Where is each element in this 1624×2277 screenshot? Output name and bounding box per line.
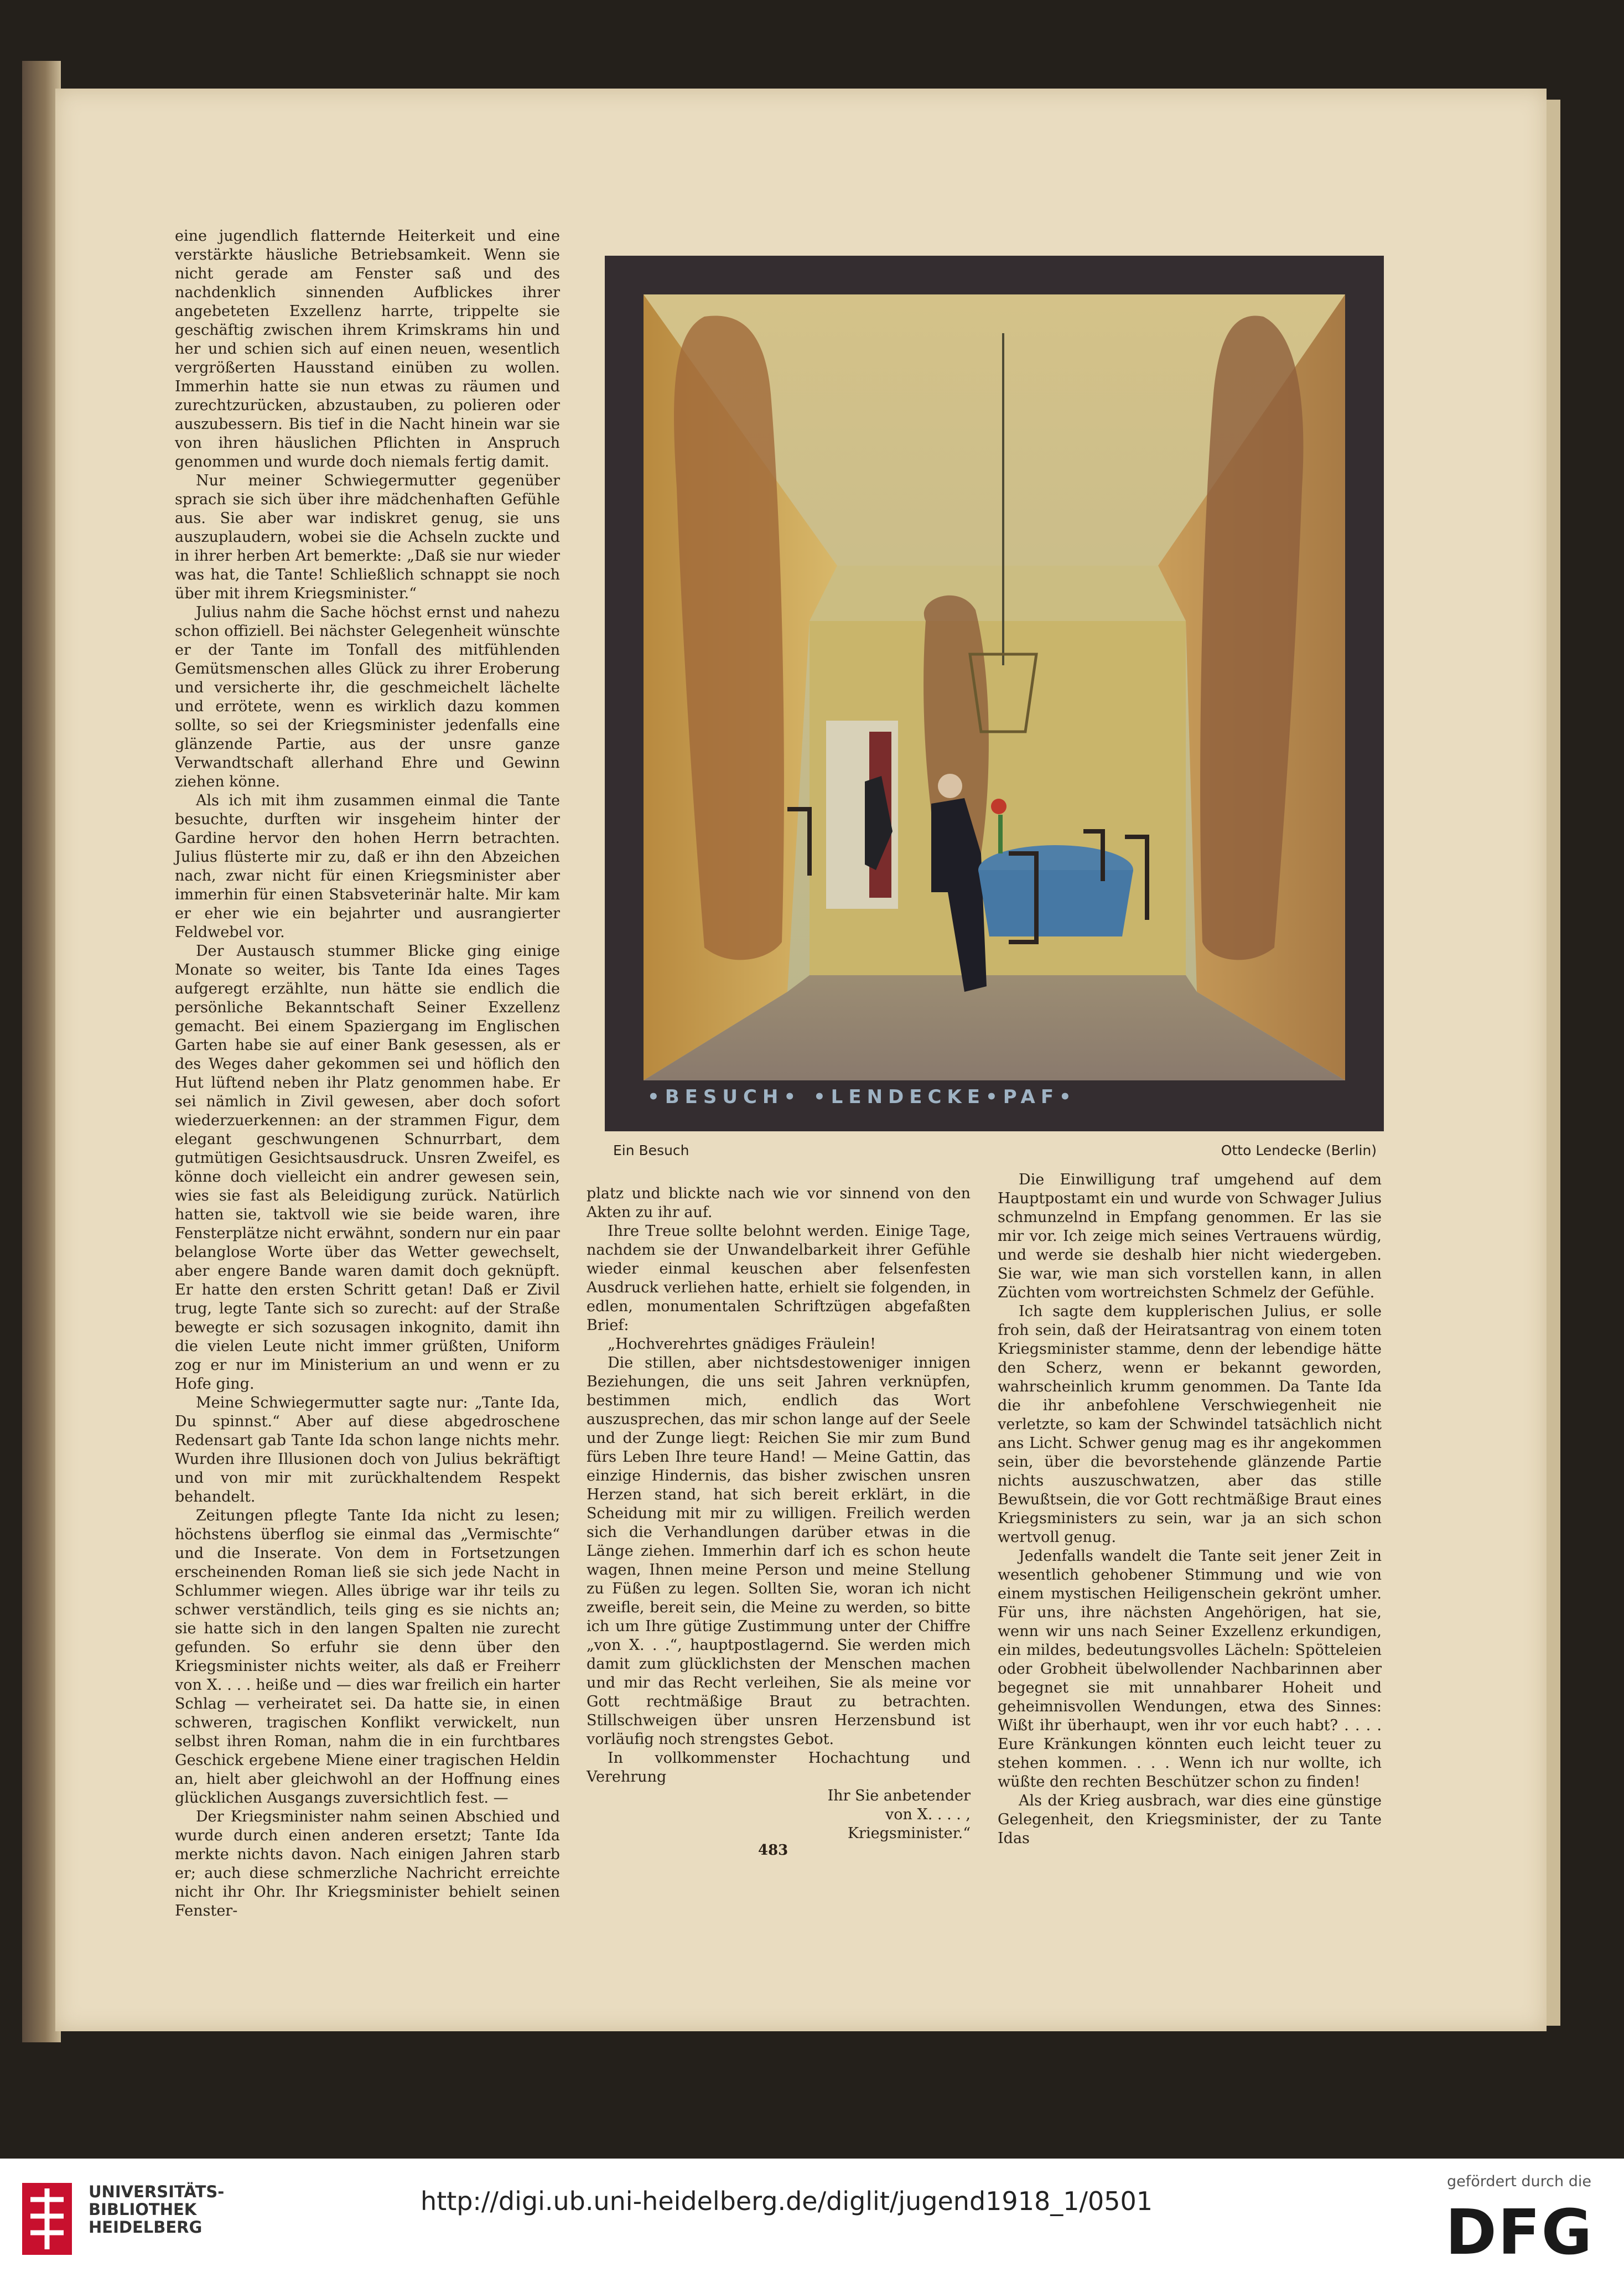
text-column-2 — [587, 1184, 971, 1843]
university-library-name[interactable] — [89, 2183, 224, 2236]
letter-closing: In vollkommenster Hochachtung und Verehrung — [587, 1750, 971, 1786]
paragraph: Ich sagte dem kupplerischen Julius, er solle froh sein, daß der Heiratsantrag von einem toten Kriegsminister stamme, denn der lebendige hätte den Scherz, wenn er bekannt geworden, wahrscheinlich krumm genommen. Da Tante Ida die ihr anbefohlene Verschwiegenheit nie verletzte, so kam der Schwindel tatsächlich nicht ans Licht. Schwer genug mag es ihr angekommen sein, über die bevorstehende glänzende Partie nichts auszuschwatzen, aber das stille Bewußtsein, die vor Gott rechtmäßige Braut eines Kriegsministers zu sein, war ja an sich schon wertvoll genug. — [998, 1303, 1382, 1546]
paragraph: Der Austausch stummer Blicke ging einige Monate so weiter, bis Tante Ida eines Tages aufgeregt erzählte, nun hätte sie endlich die persönliche Bekanntschaft Seiner Exzellenz gemacht. Bei einem Spaziergang im Englischen Garten habe sie auf einer Bank gesessen, als er des Weges daher gekommen sei und höflich den Hut lüftend neben ihr Platz genommen habe. Er sei nämlich in Zivil gewesen, aber doch sofort wiederzuerkennen: an der strammen Figur, dem elegant geschwungenen Schnurrbart, dem gutmütigen Gesichtsausdruck. Unsren Zweifel, es könne doch vielleicht ein andrer gewesen sein, wies sie fast als Beleidigung zurück. Natürlich hatten sie, taktvoll wie sie beide waren, ihre Fensterplätze nicht erwähnt, sondern nur ein paar belanglose Worte über das Wetter gewechselt, aber engere Bande waren damit doch geknüpft. Er hatte den ersten Schritt getan! Daß er Zivil trug, legte Tante sich so zurecht: auf der Straße bewegte er sich sozusagen inkognito, damit ihn die vielen Leute nicht immer grüßten, Uniform zog er nur im Ministerium an und wenn er zu Hofe ging. — [175, 943, 560, 1393]
text-column-1 — [175, 227, 560, 1921]
man-head — [938, 774, 962, 798]
letter-signature: Kriegsminister.“ — [847, 1825, 971, 1842]
document-url[interactable]: http://digi.ub.uni-heidelberg.de/diglit/jugend1918_1/0501 — [421, 2186, 1153, 2216]
university-library-logo-icon[interactable] — [17, 2177, 77, 2260]
table-cloth — [978, 870, 1133, 936]
sponsor-label: gefördert durch die — [1447, 2173, 1591, 2190]
artwork-signature: •BESUCH• •LENDECKE•PAF• — [647, 1086, 1077, 1108]
paragraph: Der Kriegsminister nahm seinen Abschied und wurde durch einen anderen ersetzt; Tante Ida merkte nichts davon. Nach einigen Jahren starb er; auch diese schmerzliche Nachricht erreichte nicht ihr Ohr. Ihr Kriegsminister behielt seinen Fenster- — [175, 1808, 560, 1919]
paragraph: Als ich mit ihm zusammen einmal die Tante besuchte, durften wir insgeheim hinter der Gardine hervor den hohen Herrn betrachten. Julius flüsterte mir zu, daß er ihn den Abzeichen nach, zwar nicht für einen Kriegsminister aber immerhin für einen Stabsveterinär halte. Mir kam er eher wie ein bejahrter und ausrangierter Feldwebel vor. — [175, 792, 560, 941]
dfg-logo[interactable]: DFG — [1445, 2197, 1594, 2269]
illustration-artist: Otto Lendecke (Berlin) — [1221, 1142, 1377, 1158]
illustration-title: Ein Besuch — [613, 1142, 689, 1158]
page-number: 483 — [758, 1842, 788, 1859]
flower — [991, 799, 1006, 814]
viewer-footer — [0, 2159, 1624, 2277]
paragraph: eine jugendlich flatternde Heiterkeit und eine verstärkte häusliche Betriebsamkeit. Wenn sie nicht gerade am Fenster saß und des nachdenklich sinnenden Aufblickes ihrer angebeteten Exzellenz harrte, trippelte sie geschäftig zwischen ihrem Krimskrams hin und her und schien sich auf einen neuen, wesentlich vergrößerten Hausstand einüben zu wollen. Immerhin hatte sie nun etwas zu räumen und zurechtzurücken, abzustauben, zu polieren oder auszubessern. Bis tief in die Nacht hinein war sie von ihren häuslichen Pflichten in Anspruch genommen und wurde doch niemals fertig damit. — [175, 227, 560, 470]
paragraph: Jedenfalls wandelt die Tante seit jener Zeit in wesentlich gehobener Stimmung und wie von einem mystischen Heiligenschein gekrönt umher. Für uns, ihre nächsten Angehörigen, hat sie, wenn wir uns nach Seiner Exzellenz erkundigen, ein mildes, bedeutungsvolles Lächeln: Spötteleien oder Grobheit übelwollender Nachbarinnen aber begegnet sie mit unnahbarer Hoheit und geheimnisvollen Wendungen, etwa des Sinnes: Wißt ihr überhaupt, wen ihr vor euch habt? . . . . Eure Kränkungen könnten euch leicht teuer zu stehen kommen. . . . Wenn ich nur wollte, ich wüßte den rechten Beschützer schon zu finden! — [998, 1548, 1382, 1790]
paragraph: Ihre Treue sollte belohnt werden. Einige Tage, nachdem sie der Unwandelbarkeit ihrer Gefühle wieder einmal keuschen aber felsenfesten Ausdruck verliehen hatte, erhielt sie folgenden, in edlen, monumentalen Schriftzügen abgefaßten Brief: — [587, 1223, 971, 1334]
paragraph: Zeitungen pflegte Tante Ida nicht zu lesen; höchstens überflog sie einmal das „Vermischte“ und die Inserate. Von dem in Fortsetzungen erscheinenden Roman ließ sie sich jede Nacht in Schlummer wiegen. Alles übrige war ihr teils zu schwer verständlich, teils ging es sie nichts an; sie hatte sich in den langen Spalten nie zurecht gefunden. So erfuhr sie denn über den Kriegsminister nichts weiter, als daß er Freiherr von X. . . . heiße und — dies war freilich ein harter Schlag — verheiratet sei. Da hatte sie, in einen schweren, tragischen Konflikt verwickelt, nun selbst ihren Roman, nahm die in ein furchtbares Geschick ergebene Miene einer tragischen Heldin an, hielt aber gleichwohl an der Hoffnung eines glücklichen Ausgangs zuversichtlich fest. — — [175, 1507, 560, 1807]
painting-svg — [605, 256, 1384, 1131]
back-ceiling — [810, 566, 1186, 621]
letter-salutation: „Hochverehrtes gnädiges Fräulein! — [608, 1336, 876, 1353]
logo-text-line: BIBLIOTHEK — [89, 2200, 197, 2219]
paragraph: Die Einwilligung traf umgehend auf dem Hauptpostamt ein und wurde von Schwager Julius schmunzelnd in Empfang genommen. Er las sie mir vor. Ich zeige mich seines Vertrauens würdig, und werde sie deshalb hier nicht wiedergeben. Sie war, wie man sich vorstellen kann, in allen Züchten vom wortreichsten Schmelz der Gefühle. — [998, 1171, 1382, 1301]
letter-body: Die stillen, aber nichtsdestoweniger innigen Beziehungen, die uns seit Jahren verknüpfen, bestimmen mich, endlich das Wort auszusprechen, das mir schon lange auf der Seele und der Zunge liegt: Reichen Sie mir zum Bund fürs Leben Ihre teure Hand! — Meine Gattin, das einzige Hindernis, das bisher zwischen unsren Herzen stand, hat sich bereit erklärt, in die Scheidung mit mir zu willigen. Freilich werden sich die Verhandlungen darüber etwas in die Länge ziehen. Immerhin darf ich es schon heute wagen, Ihnen meine Person und meine Stellung zu Füßen zu legen. Sollten Sie, woran ich nicht zweifle, bereit sein, die Meine zu werden, so bitte ich um Ihre gütige Zustimmung unter der Chiffre „von X. . .“, hauptpostlagernd. Sie werden mich damit zum glücklichsten der Menschen machen und mir das Recht verleihen, Sie als meine vor Gott rechtmäßige Braut zu betrachten. Stillschweigen über unsren Herzensbund ist vorläufig noch strengstes Gebot. — [587, 1354, 971, 1748]
paragraph: platz und blickte nach wie vor sinnend von den Akten zu ihr auf. — [587, 1185, 971, 1221]
letter-closing: Ihr Sie anbetender — [827, 1787, 971, 1804]
letter-signature: von X. . . . , — [885, 1806, 971, 1823]
logo-text-line: UNIVERSITÄTS- — [89, 2182, 225, 2201]
paragraph: Meine Schwiegermutter sagte nur: „Tante Ida, Du spinnst.“ Aber auf diese abgedroschene Redensart gab Tante Ida schon lange nichts mehr. Wurden ihre Illusionen doch von Julius bekräftigt und von mir mit zurückhaltendem Respekt behandelt. — [175, 1394, 560, 1505]
logo-text-line: HEIDELBERG — [89, 2218, 203, 2237]
page-edge — [1547, 100, 1560, 2026]
paragraph: Nur meiner Schwiegermutter gegenüber sprach sie sich über ihre mädchenhaften Gefühle aus. Sie aber war indiskret genug, sie uns auszuplaudern, wobei sie die Achseln zuckte und in ihrer herben Art bemerkte: „Daß sie nur wieder was hat, die Tante! Schließlich schnappt sie noch über mit ihrem Kriegsminister.“ — [175, 472, 560, 602]
text-column-3 — [998, 1171, 1382, 1848]
illustration-ein-besuch — [605, 256, 1384, 1131]
paragraph: Julius nahm die Sache höchst ernst und nahezu schon offiziell. Bei nächster Gelegenheit wünschte er der Tante im Tonfall des mitfühlenden Gemütsmenschen alles Glück zu ihrer Eroberung und versicherte ihr, die geschmeichelt lächelte und errötete, wenn es wirklich dazu kommen sollte, so sei der Kriegsminister jedenfalls eine glänzende Partie, aus der unsre ganze Verwandtschaft allerhand Ehre und Gewinn ziehen könne. — [175, 604, 560, 790]
paragraph: Als der Krieg ausbrach, war dies eine günstige Gelegenheit, den Kriegsminister, der zu Tante Idas — [998, 1792, 1382, 1847]
